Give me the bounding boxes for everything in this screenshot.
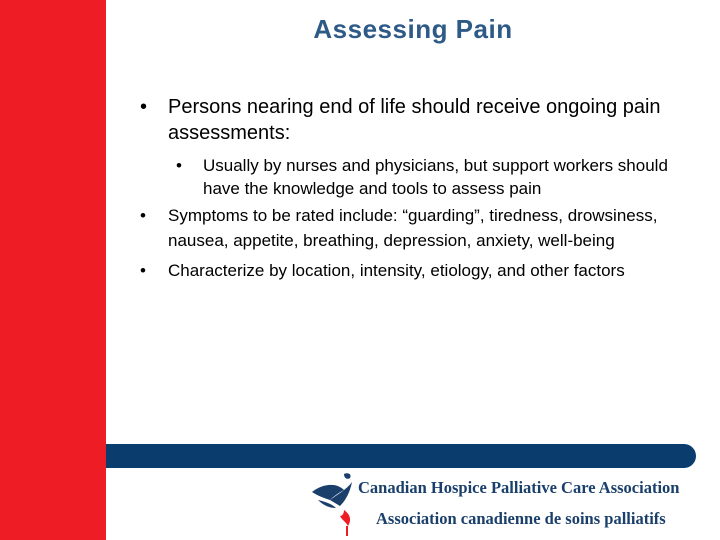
bullet-text: Usually by nurses and physicians, but support workers should have the knowledge and tools to assess pain — [203, 156, 668, 198]
bullet-marker: • — [140, 96, 148, 118]
bullet-text: Characterize by location, intensity, etiology, and other factors — [168, 261, 625, 280]
bullet-text: Symptoms to be rated include: “guarding”, tiredness, drowsiness, nausea, appetite, breathing, depression, anxiety, well-being — [168, 206, 658, 250]
org-name-english: Canadian Hospice Palliative Care Association — [358, 478, 680, 497]
bullet-item — [140, 258, 680, 283]
sub-bullet-item — [140, 154, 680, 200]
bullet-text: Persons nearing end of life should receive ongoing pain assessments: — [168, 96, 661, 144]
bullet-marker: • — [176, 156, 182, 175]
left-accent-bar — [0, 0, 106, 540]
slide-title: Assessing Pain — [313, 14, 513, 44]
bullet-marker: • — [140, 206, 146, 225]
bullet-item — [140, 94, 680, 146]
bullet-item — [140, 203, 680, 253]
bullet-list — [140, 94, 680, 288]
footer-band — [106, 444, 696, 468]
org-name-french: Association canadienne de soins palliatifs — [376, 509, 666, 528]
bullet-marker: • — [140, 261, 146, 280]
